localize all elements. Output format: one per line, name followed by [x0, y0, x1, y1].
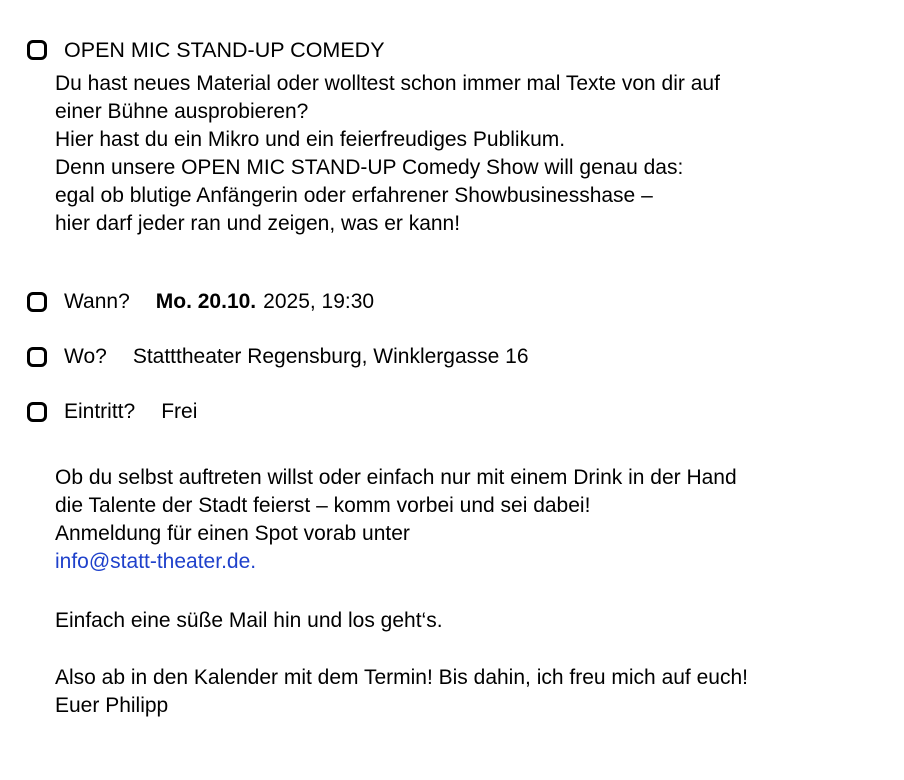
admission-checkbox[interactable] — [27, 402, 47, 422]
outro-line-2: die Talente der Stadt feierst – komm vorbei und sei dabei! — [55, 494, 591, 517]
when-value-time: 2025, 19:30 — [263, 290, 375, 313]
closing-line-1: Also ab in den Kalender mit dem Termin! Bis dahin, ich freu mich auf euch! — [55, 666, 748, 689]
where-label: Wo? — [64, 345, 107, 368]
when-value-date: Mo. 20.10. — [155, 290, 257, 313]
title-row — [27, 36, 876, 64]
closing-paragraph — [55, 664, 876, 720]
intro-line-2: einer Bühne ausprobieren? — [55, 100, 309, 123]
intro-line-6: hier darf jeder ran und zeigen, was er kann! — [55, 212, 461, 235]
intro-line-1: Du hast neues Material oder wolltest schon immer mal Texte von dir auf — [55, 72, 720, 95]
outro-line-1: Ob du selbst auftreten willst oder einfach nur mit einem Drink in der Hand — [55, 466, 737, 489]
title-checkbox[interactable] — [27, 40, 47, 60]
intro-line-4: Denn unsere OPEN MIC STAND-UP Comedy Show will genau das: — [55, 156, 684, 179]
mail-note — [55, 607, 876, 635]
email-link[interactable]: info@statt-theater.de. — [55, 550, 257, 573]
intro-line-5: egal ob blutige Anfängerin oder erfahrener Showbusinesshase – — [55, 184, 653, 207]
mail-note-line: Einfach eine süße Mail hin und los geht‘s. — [55, 609, 443, 632]
when-value — [156, 290, 374, 314]
closing-line-2: Euer Philipp — [55, 694, 169, 717]
admission-value: Frei — [161, 400, 198, 423]
admission-label: Eintritt? — [64, 400, 136, 423]
event-details — [27, 290, 876, 424]
detail-row-admission — [27, 400, 876, 424]
detail-row-when — [27, 290, 876, 314]
where-checkbox[interactable] — [27, 347, 47, 367]
page-title: OPEN MIC STAND-UP COMEDY — [64, 38, 385, 62]
intro-line-3: Hier hast du ein Mikro und ein feierfreudiges Publikum. — [55, 128, 566, 151]
outro-line-3: Anmeldung für einen Spot vorab unter — [55, 522, 410, 545]
intro-paragraph — [55, 70, 876, 238]
where-value: Statttheater Regensburg, Winklergasse 16 — [132, 345, 529, 368]
outro-paragraph — [55, 464, 876, 576]
when-label: Wann? — [64, 290, 130, 313]
detail-row-where — [27, 345, 876, 369]
when-checkbox[interactable] — [27, 292, 47, 312]
